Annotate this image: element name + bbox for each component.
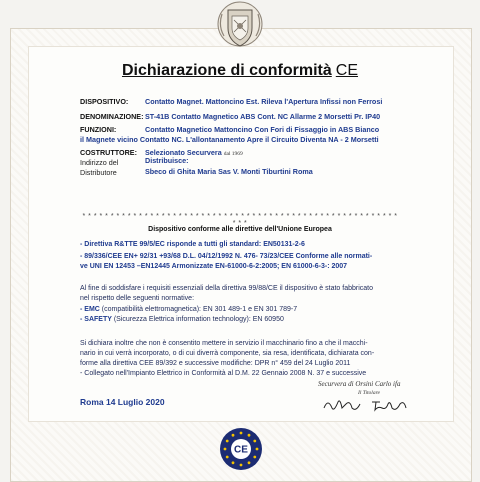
- fine-safety: [80, 315, 284, 325]
- directive-line-3: [80, 262, 347, 272]
- field-dispositivo: [80, 97, 128, 106]
- fine-emc: [80, 305, 297, 315]
- signature-company: Securvera di Orsini Carlo ifa: [318, 380, 401, 388]
- section-title: Dispositivo conforme alle direttive dell'Unione Europea: [148, 226, 332, 233]
- emc-label: - EMC: [80, 306, 100, 313]
- field-label: FUNZIONI:: [80, 125, 117, 134]
- document-date: Roma 14 Luglio 2020: [80, 397, 165, 407]
- stars-divider: * * * * * * * * * * * * * * * * * * * * * * * * * * * * * * * * * * * * * * * * * * * * * * * * * * * * * * * * * * *: [82, 213, 398, 227]
- directive-text: ve UNI EN 12453 –EN12445 Armonizzate EN-61000-6-2:2005; EN 61000-6-3-: 2007: [80, 263, 348, 270]
- field-funzioni-value-1: Contatto Magnetico Mattoncino Con Fori di Fissaggio in ABS Bianco: [145, 125, 380, 134]
- field-dispositivo-value: Contatto Magnet. Mattoncino Est. Rileva l'Apertura Infissi non Ferrosi: [145, 97, 383, 106]
- distributore-label-1: Indirizzo del: [80, 158, 119, 167]
- directive-text: - 89/336/CEE EN+ 92/31 +93/68 D.L. 04/12/1992 N. 476- 73/23/CEE Conforme alle normati-: [80, 253, 373, 260]
- handwritten-signature: [320, 394, 430, 414]
- field-label: COSTRUTTORE:: [80, 148, 137, 157]
- title-ce-mark: CE: [335, 62, 359, 79]
- costruttore-suffix: dal 1969: [223, 151, 243, 157]
- costruttore-name: Selezionato Securvera: [145, 148, 222, 157]
- safety-label: - SAFETY: [80, 316, 112, 323]
- fine-line-1: Al fine di soddisfare i requisiti essenziali della direttiva 99/88/CE il dispositivo è stato fabbricato: [80, 285, 373, 292]
- directive-line-1: [80, 240, 305, 250]
- ce-eu-stars-icon: [219, 427, 263, 471]
- closing-line-4: - Collegato nell'Impianto Elettrico in Conformità al D.M. 22 Gennaio 2008 N. 37 e successive: [80, 370, 367, 377]
- field-label: DISPOSITIVO:: [80, 97, 129, 106]
- fine-line-2: nel rispetto delle seguenti normative:: [80, 295, 195, 302]
- page-title: [0, 62, 480, 80]
- closing-line-2: nario in cui verrà incorporato, o di cui diverrà componente, sia resa, identificata, dichiarata con-: [80, 350, 375, 357]
- field-funzioni-value-2: il Magnete vicino Contatto NC. L'allontanamento Apre il Circuito Diventa NA - 2 Morsetti: [80, 135, 379, 144]
- title-text: Dichiarazione di conformità: [121, 62, 332, 79]
- directive-text: - Direttiva R&TTE 99/5/EC risponde a tutti gli standard: EN50131-2-6: [80, 241, 305, 248]
- field-funzioni: [80, 125, 116, 134]
- closing-line-3: forme alla direttiva CEE 89/392 e successive modifiche: DPR n° 459 del 24 Luglio 2011: [80, 360, 351, 367]
- distributore-value-2: Sbeco di Ghita Maria Sas V. Monti Tiburtini Roma: [145, 167, 313, 176]
- field-denominazione-value: ST-41B Contatto Magnetico ABS Cont. NC Allarme 2 Morsetti Pr. IP40: [145, 112, 381, 121]
- signature-role: Il Titolare: [358, 390, 380, 396]
- safety-text: (Sicurezza Elettrica information technology): EN 60950: [111, 316, 284, 323]
- distributore-label-2: Distributore: [80, 168, 117, 177]
- field-denominazione: [80, 112, 144, 121]
- coat-of-arms-icon: [212, 0, 268, 56]
- emc-text: (compatibilità elettromagnetica): EN 301 489-1 e EN 301 789-7: [99, 306, 298, 313]
- directive-line-2: [80, 252, 372, 262]
- distributore-value-1: Distribuisce:: [145, 156, 189, 165]
- svg-text:CE: CE: [234, 444, 248, 456]
- field-label: DENOMINAZIONE:: [80, 112, 144, 121]
- field-costruttore: [80, 148, 137, 157]
- closing-line-1: Si dichiara inoltre che non è consentito mettere in servizio il macchinario fino a che il macchi-: [80, 340, 368, 347]
